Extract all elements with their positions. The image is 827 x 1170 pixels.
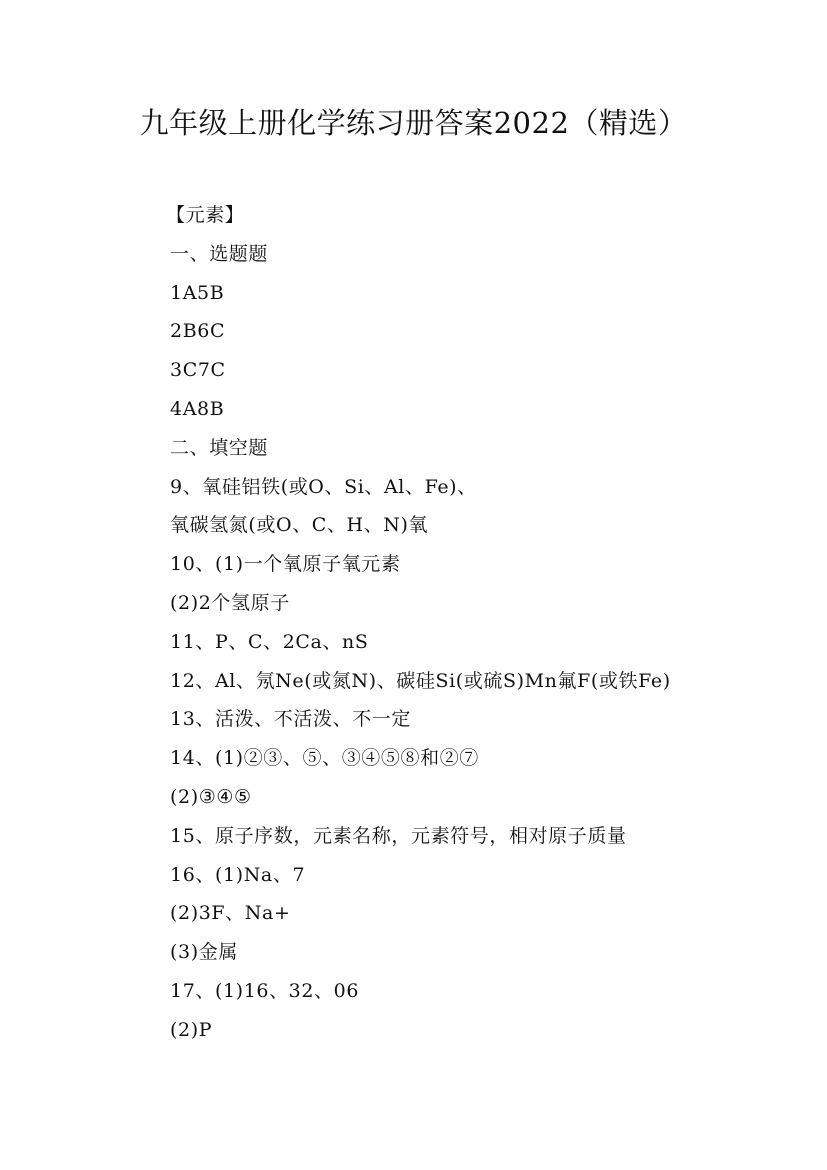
answer-line: (2)3F、Na+ bbox=[170, 902, 291, 925]
answer-line: 14、(1)②③、⑤、③④⑤⑧和②⑦ bbox=[170, 747, 479, 770]
section-heading-fill-blank: 二、填空题 bbox=[170, 436, 269, 459]
answer-line: 11、P、C、2Ca、nS bbox=[170, 630, 369, 653]
answer-line: 15、原子序数，元素名称，元素符号，相对原子质量 bbox=[170, 824, 627, 847]
answer-line: 10、(1)一个氧原子氧元素 bbox=[170, 553, 401, 576]
answer-line: (2)2个氢原子 bbox=[170, 591, 290, 614]
answer-list bbox=[166, 196, 790, 1050]
answer-line: 13、活泼、不活泼、不一定 bbox=[170, 708, 411, 731]
answer-line: 3C7C bbox=[170, 359, 226, 382]
section-heading-elements: 【元素】 bbox=[166, 204, 245, 226]
answer-line: 9、氧硅铝铁(或O、Si、Al、Fe)、 bbox=[170, 475, 477, 498]
document-title: 九年级上册化学练习册答案2022（精选） bbox=[139, 106, 688, 140]
section-heading-choice: 一、选题题 bbox=[170, 242, 269, 265]
answer-line: (3)金属 bbox=[170, 941, 238, 964]
answer-line: 2B6C bbox=[170, 320, 226, 343]
answer-line: 17、(1)16、32、06 bbox=[170, 979, 360, 1002]
answer-line: (2)③④⑤ bbox=[170, 785, 252, 808]
answer-line: 4A8B bbox=[170, 397, 225, 420]
answer-line: 12、Al、氖Ne(或氮N)、碳硅Si(或硫S)Mn氟F(或铁Fe) bbox=[170, 669, 671, 692]
answer-line: 氧碳氢氮(或O、C、H、N)氧 bbox=[170, 514, 429, 537]
answer-line: 1A5B bbox=[170, 281, 225, 304]
answer-line: 16、(1)Na、7 bbox=[170, 863, 306, 886]
answer-line: (2)P bbox=[170, 1018, 213, 1041]
